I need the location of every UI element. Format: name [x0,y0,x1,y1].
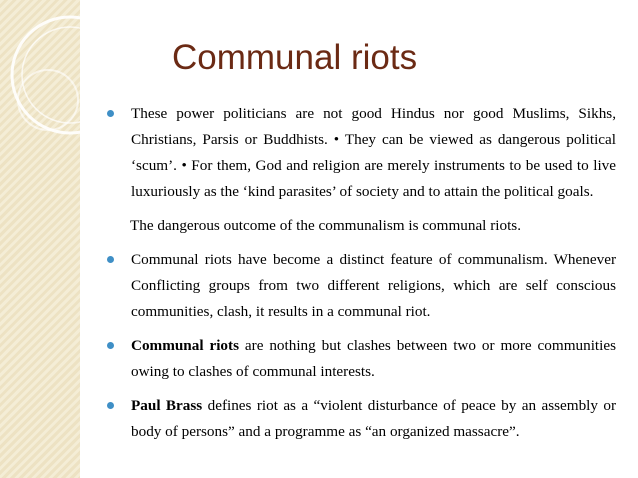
text-segment: The dangerous outcome of the communalism is communal riots. [130,217,521,234]
bullet-icon [107,402,114,409]
bullet-item [104,393,616,445]
slide-title: Communal riots [172,38,418,77]
bullet-icon [107,342,114,349]
text-segment: These power politicians are not good Hindus nor good Muslims, Sikhs, Christians, Parsis or Buddhists. • They can be viewed as dangerous political ‘scum’. • For them, God and religion are merely instruments to be used to live luxuriously as the ‘kind parasites’ of society and to attain the political goals. [131,105,616,200]
bold-text: Communal riots [131,337,239,354]
bullet-item [104,101,616,205]
bullet-item [104,333,616,385]
slide-body [104,101,616,453]
body-paragraph [104,213,616,239]
bullet-item [104,247,616,325]
text-segment: Communal riots have become a distinct feature of communalism. Whenever Conflicting groups from two different religions, which are self conscious communities, clash, it results in a communal riot. [131,251,616,320]
text-segment: are nothing but clashes between two or more communities owing to clashes of communal interests. [131,337,617,380]
bullet-icon [107,256,114,263]
text-segment: defines riot as a “violent disturbance of peace by an assembly or body of persons” and a programme as “an organized massacre”. [131,397,617,440]
bullet-icon [107,110,114,117]
bold-text: Paul Brass [131,397,203,414]
